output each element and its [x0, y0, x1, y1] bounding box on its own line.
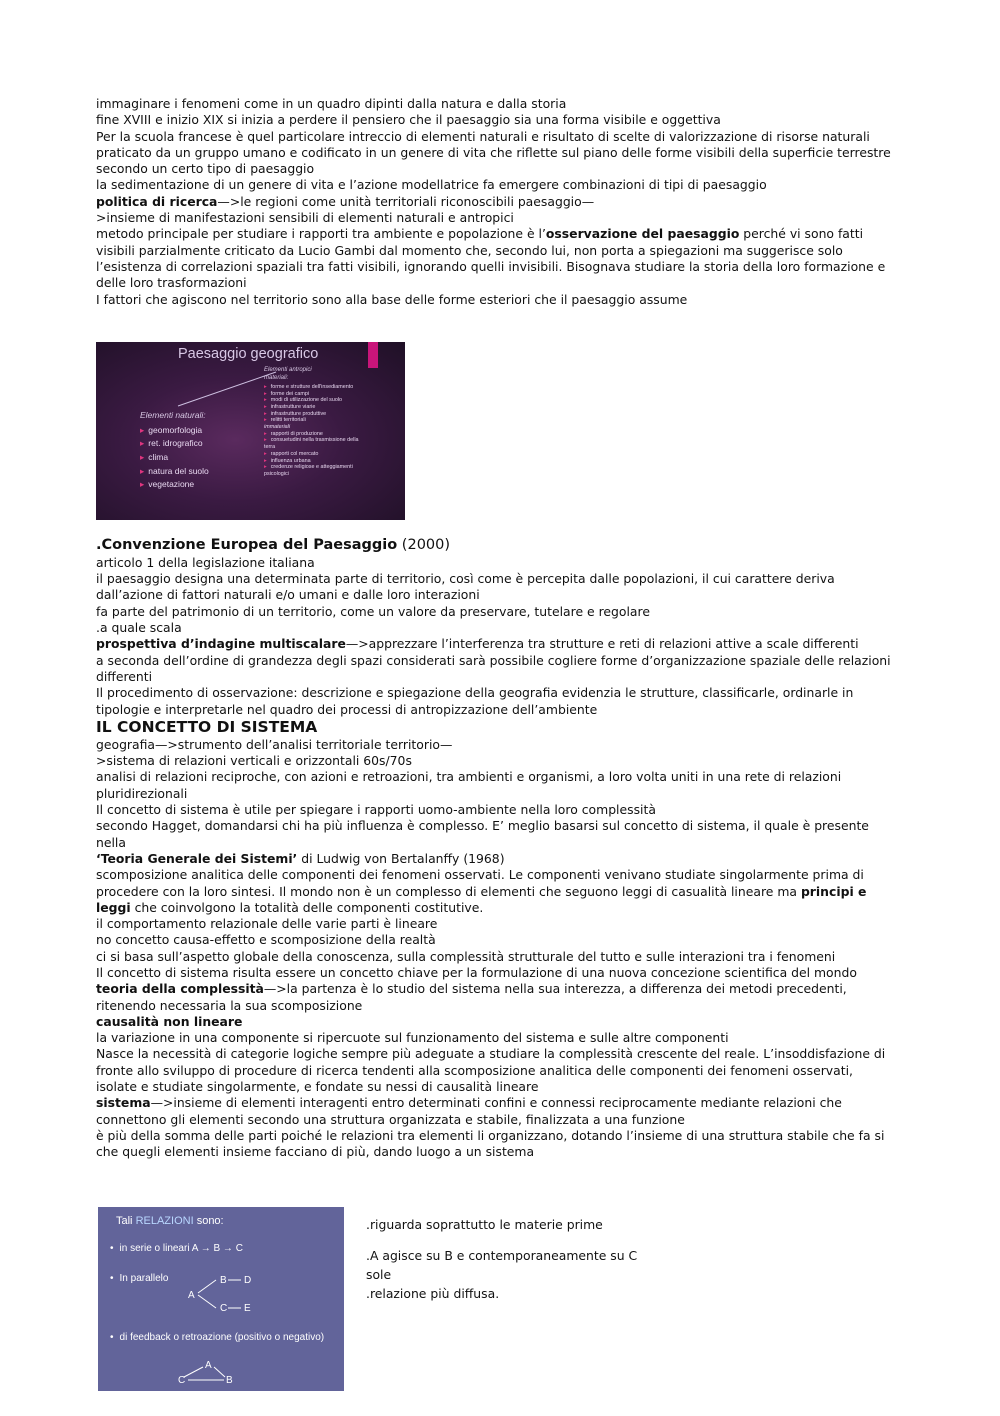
list-item: ▸ influenza urbana: [264, 458, 364, 465]
paragraph: immaginare i fenomeni come in un quadro dipinti dalla natura e dalla storia: [96, 96, 567, 111]
paragraph: la variazione in una componente si ripercuote sul funzionamento del sistema e sulle altre componenti: [96, 1030, 729, 1046]
paragraph: .a quale scala: [96, 620, 182, 636]
section-concetto-sistema: [96, 718, 896, 1161]
text: —>insieme di elementi interagenti entro determinati confini e connessi reciprocamente mediante relazioni che connettono gli elementi secondo una struttura organizzata e stabile, finalizzata a una funzione: [96, 1095, 842, 1127]
list-item: ▸ infrastrutture viarie: [264, 404, 364, 411]
item-label: in serie o lineari: [119, 1242, 190, 1254]
list-item: ▸ relitti territoriali: [264, 417, 364, 424]
node-c: C: [178, 1374, 186, 1386]
text: —>la partenza è lo studio del sistema nella sua interezza, a differenza dei metodi precedenti, ritenendo necessaria la sua scomposizione: [96, 981, 847, 1013]
arrow: [198, 1295, 216, 1308]
title-text: sono:: [193, 1214, 224, 1227]
list-item: ▸ infrastrutture produttive: [264, 411, 364, 418]
spacer: [96, 308, 896, 338]
anthropic-elements-heading: Elementi antropici materiali:: [264, 366, 312, 381]
paragraph: il comportamento relazionale delle varie parti è lineare: [96, 916, 438, 932]
list-item: ▸ forme e strutture dell'insediamento: [264, 384, 364, 391]
slide-relazioni: [98, 1207, 344, 1391]
note: .relazione più diffusa.: [366, 1285, 500, 1301]
list-item: ▸ vegetazione: [140, 478, 209, 492]
arrow: [184, 1367, 203, 1377]
relations-notes: [366, 1215, 696, 1303]
paragraph: [96, 851, 896, 867]
bold-term: teoria della complessità: [96, 981, 264, 997]
paragraph: [96, 194, 896, 210]
list-item: ▸ credenze religiose e atteggiamenti psicologici: [264, 464, 364, 477]
text: che coinvolgono la totalità delle componenti costitutive.: [130, 899, 484, 915]
note: sole: [366, 1266, 392, 1282]
paragraph: fine XVIII e inizio XIX si inizia a perdere il pensiero che il paesaggio sia una forma visibile e oggettiva: [96, 112, 721, 128]
node-b: B: [226, 1374, 233, 1386]
bold-term: politica di ricerca: [96, 193, 218, 209]
text: —>le regioni come unità territoriali riconoscibili paesaggio—: [217, 193, 595, 209]
paragraph: >insieme di manifestazioni sensibili di elementi naturali e antropici: [96, 210, 514, 226]
paragraph: no concetto causa-effetto e scomposizione della realtà: [96, 932, 436, 948]
list-item: ▸ clima: [140, 451, 209, 465]
relation-diagrams: [98, 1207, 344, 1391]
natural-elements-heading: Elementi naturali:: [140, 409, 206, 420]
section-paesaggio-intro: [96, 96, 896, 308]
paragraph: [96, 636, 896, 652]
node-b: B: [220, 1274, 227, 1286]
series-diagram: A → B → C: [191, 1242, 243, 1254]
slide-paesaggio-geografico: [96, 342, 405, 520]
paragraph: a seconda dell’ordine di grandezza degli spazi considerati sarà possibile cogliere forme d’organizzazione spaziale delle relazioni differenti: [96, 652, 891, 684]
arrow: [198, 1280, 216, 1293]
title-highlight: RELAZIONI: [135, 1214, 194, 1227]
paragraph: I fattori che agiscono nel territorio sono alla base delle forme esteriori che il paesaggio assume: [96, 291, 688, 307]
node-d: D: [244, 1274, 252, 1286]
paragraph: è più della somma delle parti poiché le relazioni tra elementi li organizzano, dotando l’insieme di una struttura stabile che fa si che quegli elementi insieme facciano di più, dando luogo a un sistema: [96, 1127, 885, 1160]
paragraph: Nasce la necessità di categorie logiche sempre più adeguate a studiare la complessità crescente del reale. L’insoddisfazione di fronte allo sviluppo di procedure di ricerca tendenti alla scomposizione analitica delle componenti dei fenomeni osservati, isolate e studiate singolarmente, e fondate su nessi di causalità lineare: [96, 1046, 886, 1095]
text: di Ludwig von Bertalanffy (1968): [297, 850, 505, 866]
immaterial-heading: immateriali: [264, 424, 291, 431]
section-convenzione: [96, 536, 896, 718]
bold-term: ‘Teoria Generale dei Sistemi’: [96, 850, 298, 866]
paragraph: [96, 867, 896, 916]
node-a: A: [188, 1289, 195, 1301]
paragraph: [96, 981, 896, 1014]
list-item: ▸ geomorfologia: [140, 424, 209, 438]
arrow: [214, 1367, 225, 1377]
bold-term: principi e leggi: [96, 883, 867, 915]
paragraph: [96, 1095, 896, 1128]
relation-parallel: • In parallelo: [110, 1273, 168, 1284]
relation-feedback: • di feedback o retroazione (positivo o negativo): [110, 1331, 330, 1344]
text: —>apprezzare l’interferenza tra strutture e reti di relazioni attive a scale differenti: [345, 636, 859, 652]
paragraph: fa parte del patrimonio di un territorio, come un valore da preservare, tutelare e regolare: [96, 603, 650, 619]
heading-bold: .Convenzione Europea del Paesaggio: [96, 536, 398, 553]
list-item: ▸ consuetudini nella trasmissione della terra: [264, 437, 364, 450]
text: metodo principale per studiare i rapporti tra ambiente e popolazione è l’: [96, 226, 546, 242]
natural-elements-list: [140, 424, 209, 492]
anthropic-elements-list: [264, 384, 364, 478]
slide-title: Paesaggio geografico: [178, 345, 319, 362]
document-page: [96, 96, 896, 1389]
paragraph: geografia—>strumento dell’analisi territoriale territorio—: [96, 736, 453, 752]
paragraph: articolo 1 della legislazione italiana: [96, 554, 315, 570]
relations-block: [96, 1189, 896, 1389]
bold-term: sistema: [96, 1095, 151, 1111]
list-item: ▸ rapporti col mercato: [264, 451, 364, 458]
paragraph: analisi di relazioni reciproche, con azioni e retroazioni, tra ambienti e organismi, a loro volta uniti in una rete di relazioni pluridirezionali: [96, 769, 842, 801]
heading-year: (2000): [397, 536, 451, 553]
paragraph: secondo Hagget, domandarsi chi ha più influenza è complesso. E’ meglio basarsi sul concetto di sistema, il quale è presente nella: [96, 818, 869, 850]
list-item: ▸ modi di utilizzazione del suolo: [264, 397, 364, 404]
paragraph: Il concetto di sistema risulta essere un concetto chiave per la formulazione di una nuova concezione scientifica del mondo: [96, 964, 857, 980]
note: .A agisce su B e contemporaneamente su C: [366, 1247, 638, 1263]
node-a: A: [205, 1359, 212, 1371]
paragraph: [96, 226, 896, 291]
node-e: E: [244, 1302, 251, 1314]
section-heading: IL CONCETTO DI SISTEMA: [96, 717, 318, 736]
note: .riguarda soprattutto le materie prime: [366, 1216, 603, 1232]
paragraph: causalità non lineare: [96, 1013, 243, 1029]
paragraph: ci si basa sull’aspetto globale della conoscenza, sulla complessità strutturale del tutto e sulle interazioni tra i fenomeni: [96, 948, 836, 964]
list-item: ▸ ret. idrografico: [140, 437, 209, 451]
text: scomposizione analitica delle componenti dei fenomeni osservati. Le componenti venivano studiate singolarmente prima di procedere con la loro sintesi. Il mondo non è un complesso di elementi che seguono leggi di casualità lineare ma: [96, 867, 864, 899]
paragraph: il paesaggio designa una determinata parte di territorio, così come è percepita dalle popolazioni, il cui carattere deriva dall’azione di fattori naturali e/o umani e dalle loro interazioni: [96, 571, 835, 603]
list-item: ▸ natura del suolo: [140, 465, 209, 479]
paragraph: Il concetto di sistema è utile per spiegare i rapporti uomo-ambiente nella loro complessità: [96, 802, 656, 818]
list-item: ▸ rapporti di produzione: [264, 431, 364, 438]
paragraph: Per la scuola francese è quel particolare intreccio di elementi naturali e risultato di scelte di valorizzazione di risorse naturali praticato da un gruppo umano e codificato in un genere di vita che riflette sul piano delle forme visibili della superficie terrestre secondo un certo tipo di paesaggio: [96, 128, 891, 177]
text: perché vi sono fatti visibili parzialmente criticato da Lucio Gambi dal momento che, secondo lui, non porta a spiegazioni ma suggerisce solo l’esistenza di correlazioni spaziali tra fatti visibili, ignorando quelli invisibili. Bisognava studiare la storia della loro formazione e delle loro trasformazioni: [96, 226, 886, 291]
bold-term: osservazione del paesaggio: [545, 226, 740, 242]
paragraph: la sedimentazione di un genere di vita e l’azione modellatrice fa emergere combinazioni di tipi di paesaggio: [96, 177, 767, 193]
paragraph: >sistema di relazioni verticali e orizzontali 60s/70s: [96, 753, 412, 769]
paragraph: Il procedimento di osservazione: descrizione e spiegazione della geografia evidenzia le strutture, classificarle, ordinarle in tipologie e interpretarle nel quadro dei processi di antropizzazione dell’ambiente: [96, 685, 854, 717]
title-text: Tali: [116, 1214, 136, 1227]
bold-term: prospettiva d’indagine multiscalare: [96, 636, 346, 652]
node-c: C: [220, 1302, 228, 1314]
list-item: ▸ forme dei campi: [264, 391, 364, 398]
section-heading: [96, 536, 896, 555]
